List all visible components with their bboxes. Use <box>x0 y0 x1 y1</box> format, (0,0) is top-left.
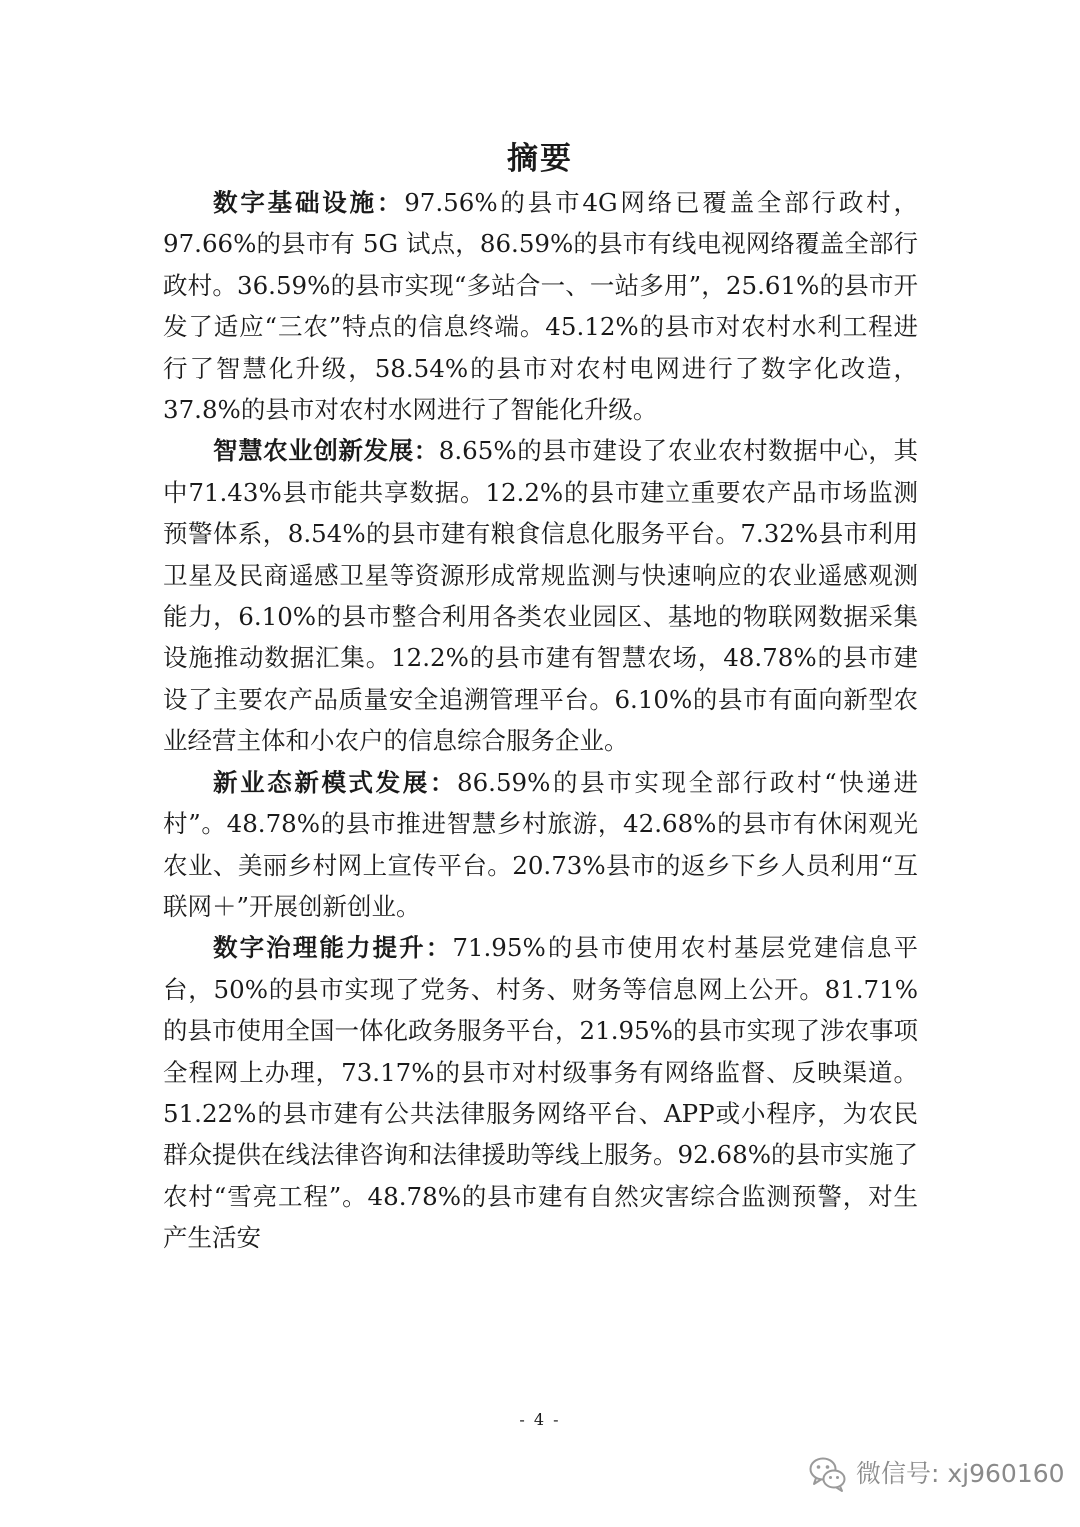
page-number: - 4 - <box>519 1410 561 1429</box>
paragraph-text: 8.65%的县市建设了农业农村数据中心，其中71.43%县市能共享数据。12.2%的县市建立重要农产品市场监测预警体系，8.54%的县市建有粮食信息化服务平台。7.32%县市利用卫星及民商遥感卫星等资源形成常规监测与快速响应的农业遥感观测能力，6.10%的县市整合利用各类农业园区、基地的物联网数据采集设施推动数据汇集。12.2%的县市建有智慧农场，48.78%的县市建设了主要农产品质量安全追溯管理平台。6.10%的县市有面向新型农业经营主体和小农户的信息综合服务企业。 <box>163 436 918 756</box>
paragraph-text: 71.95%的县市使用农村基层党建信息平台，50%的县市实现了党务、村务、财务等信息网上公开。81.71%的县市使用全国一体化政务服务平台，21.95%的县市实现了涉农事项全程网上办理，73.17%的县市对村级事务有网络监督、反映渠道。51.22%的县市建有公共法律服务网络平台、APP或小程序，为农民群众提供在线法律咨询和法律援助等线上服务。92.68%的县市实施了农村“雪亮工程”。48.78%的县市建有自然灾害综合监测预警，对生产生活安 <box>163 933 918 1253</box>
paragraph-text: 86.59%的县市实现全部行政村“快递进村”。48.78%的县市推进智慧乡村旅游，42.68%的县市有休闲观光农业、美丽乡村网上宣传平台。20.73%县市的返乡下乡人员利用“互联网＋”开展创新创业。 <box>163 767 918 921</box>
paragraph-heading: 数字治理能力提升： <box>213 933 453 963</box>
paragraph-digital-infrastructure <box>163 182 918 430</box>
paragraph-smart-agriculture <box>163 430 918 761</box>
page-title: 摘要 <box>507 141 573 177</box>
wechat-watermark <box>808 1452 1065 1496</box>
summary-body <box>163 182 918 1259</box>
paragraph-heading: 新业态新模式发展： <box>213 767 457 797</box>
paragraph-new-business-models <box>163 762 918 928</box>
paragraph-heading: 数字基础设施： <box>213 188 405 217</box>
paragraph-text: 97.56%的县市4G网络已覆盖全部行政村，97.66%的县市有 5G 试点，86.59%的县市有线电视网络覆盖全部行政村。36.59%的县市实现“多站合一、一站多用”，25.61%的县市开发了适应“三农”特点的信息终端。45.12%的县市对农村水利工程进行了智慧化升级，58.54%的县市对农村电网进行了数字化改造，37.8%的县市对农村水网进行了智能化升级。 <box>163 188 918 425</box>
paragraph-digital-governance <box>163 927 918 1258</box>
watermark-text: 微信号: xj960160 <box>856 1459 1065 1488</box>
paragraph-heading: 智慧农业创新发展： <box>213 436 439 466</box>
wechat-icon <box>808 1454 848 1494</box>
